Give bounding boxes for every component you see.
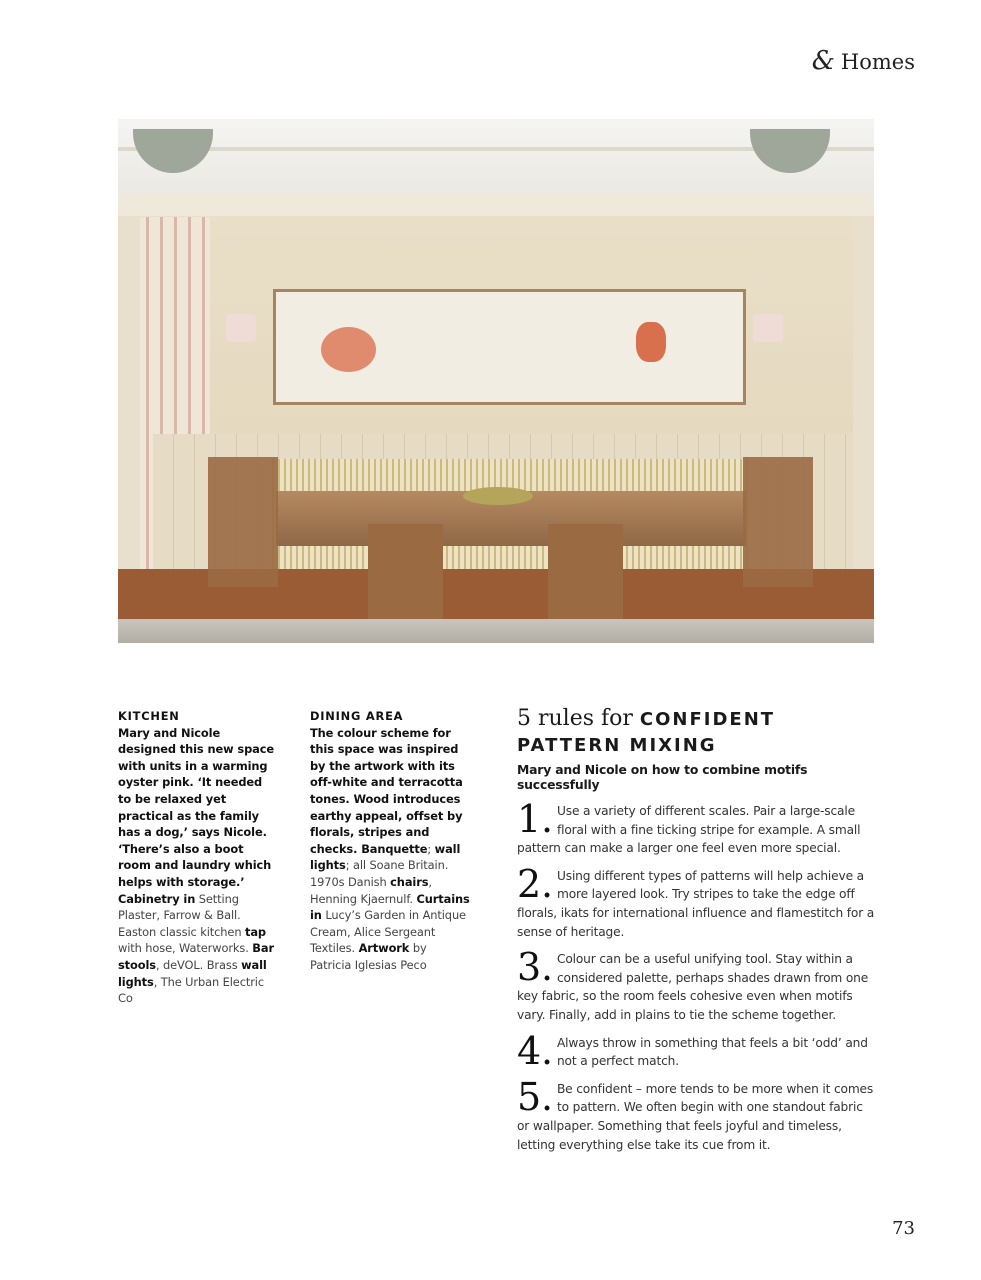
rule-item xyxy=(517,945,877,1024)
rules-title xyxy=(517,706,877,758)
wall-light-left xyxy=(226,314,256,342)
caption-bold-text: Curtains in xyxy=(310,891,470,923)
kitchen-counter xyxy=(118,619,874,643)
kitchen-caption-text xyxy=(118,726,274,1006)
caption-text: with hose, Waterworks. xyxy=(118,941,253,956)
chair-left xyxy=(208,457,278,587)
caption-text: , deVOL. Brass xyxy=(155,957,242,972)
fruit-bowl xyxy=(463,487,533,505)
chair-front-right xyxy=(548,524,623,619)
rule-item xyxy=(517,1074,877,1154)
rule-number: 3. xyxy=(517,945,553,990)
caption-text: Lucy’s Garden in Antique Cream, Alice Sergeant Textiles. xyxy=(310,908,466,956)
caption-bold-text: wall lights xyxy=(310,841,461,873)
caption-text: , Henning Kjaernulf. xyxy=(310,874,432,906)
caption-text: Setting Plaster, Farrow & Ball. Easton classic kitchen xyxy=(118,891,245,939)
chair-right xyxy=(743,457,813,587)
caption-text: ; all Soane Britain. 1970s Danish xyxy=(310,858,449,889)
caption-bold-text: Bar stools xyxy=(118,941,274,972)
page-number: 73 xyxy=(892,1218,915,1239)
rule-text: Using different types of patterns will help achieve a more layered look. Try stripes to take the edge off florals, ikats for international influence and flamestitch for a sense of heritage. xyxy=(517,868,875,939)
caption-text: ; xyxy=(427,841,435,856)
rule-text: Be confident – more tends to be more when it comes to pattern. We often begin with one standout fabric or wallpaper. Something that feels joyful and timeless, letting everything else take its cue from it. xyxy=(517,1081,874,1152)
rule-text: Use a variety of different scales. Pair a large-scale floral with a fine ticking stripe for example. A small pattern can make a larger one feel even more special. xyxy=(517,804,861,856)
rule-number: 1. xyxy=(517,797,553,841)
caption-bold-text: Artwork xyxy=(358,941,410,956)
rules-title-serif: 5 rules for xyxy=(517,706,633,731)
section-tag xyxy=(812,46,915,76)
rules-subtitle: Mary and Nicole on how to combine motifs successfully xyxy=(517,762,808,792)
rule-text: Always throw in something that feels a bit ‘odd’ and not a perfect match. xyxy=(556,1035,868,1069)
section-symbol: & xyxy=(811,46,835,76)
dining-room-photo xyxy=(118,119,874,643)
caption-bold-text: tap xyxy=(244,924,266,939)
dining-caption-text xyxy=(310,726,470,972)
rule-text: Colour can be a useful unifying tool. Stay within a considered palette, perhaps shades drawn from one key fabric, so the room feels cohesive even when motifs vary. Finally, add in plains to tie the scheme together. xyxy=(517,952,869,1022)
caption-bold-text: Cabinetry in xyxy=(118,891,196,906)
rule-number: 2. xyxy=(517,861,553,906)
rule-number: 4. xyxy=(517,1028,553,1073)
caption-bold-text: The colour scheme for this space was inspired by the artwork with its off-white and terracotta tones. Wood introduces earthy appeal, offset by florals, stripes and checks. xyxy=(310,725,463,856)
caption-text: by Patricia Iglesias Peco xyxy=(310,941,427,972)
rules-title-caps: CONFIDENT PATTERN MIXING xyxy=(517,709,776,756)
rule-item xyxy=(517,797,877,858)
rules-list xyxy=(517,797,877,1154)
section-name: Homes xyxy=(840,50,915,74)
wall-light-right xyxy=(753,314,783,342)
caption-bold-text: Mary and Nicole designed this new space with units in a warming oyster pink. ‘It needed to be relaxed yet practical as the family has a dog,’ says Nicole. ‘There’s also a boot room and laundry which helps with storage.’ xyxy=(118,725,274,889)
rule-item xyxy=(517,1028,877,1073)
rule-number: 5. xyxy=(517,1074,553,1119)
caption-text: , The Urban Electric Co xyxy=(118,974,265,1006)
rule-item xyxy=(517,861,877,941)
artwork xyxy=(273,289,746,405)
caption-bold-text: chairs xyxy=(390,874,429,889)
kitchen-caption xyxy=(118,708,278,1007)
chair-front-left xyxy=(368,524,443,619)
dining-heading: DINING AREA xyxy=(310,709,404,723)
rules-sidebar xyxy=(517,706,877,1163)
caption-bold-text: Banquette xyxy=(361,841,428,856)
ceiling-beam xyxy=(118,194,874,216)
dining-caption xyxy=(310,708,470,974)
caption-bold-text: wall lights xyxy=(118,957,267,989)
kitchen-heading: KITCHEN xyxy=(118,709,180,723)
